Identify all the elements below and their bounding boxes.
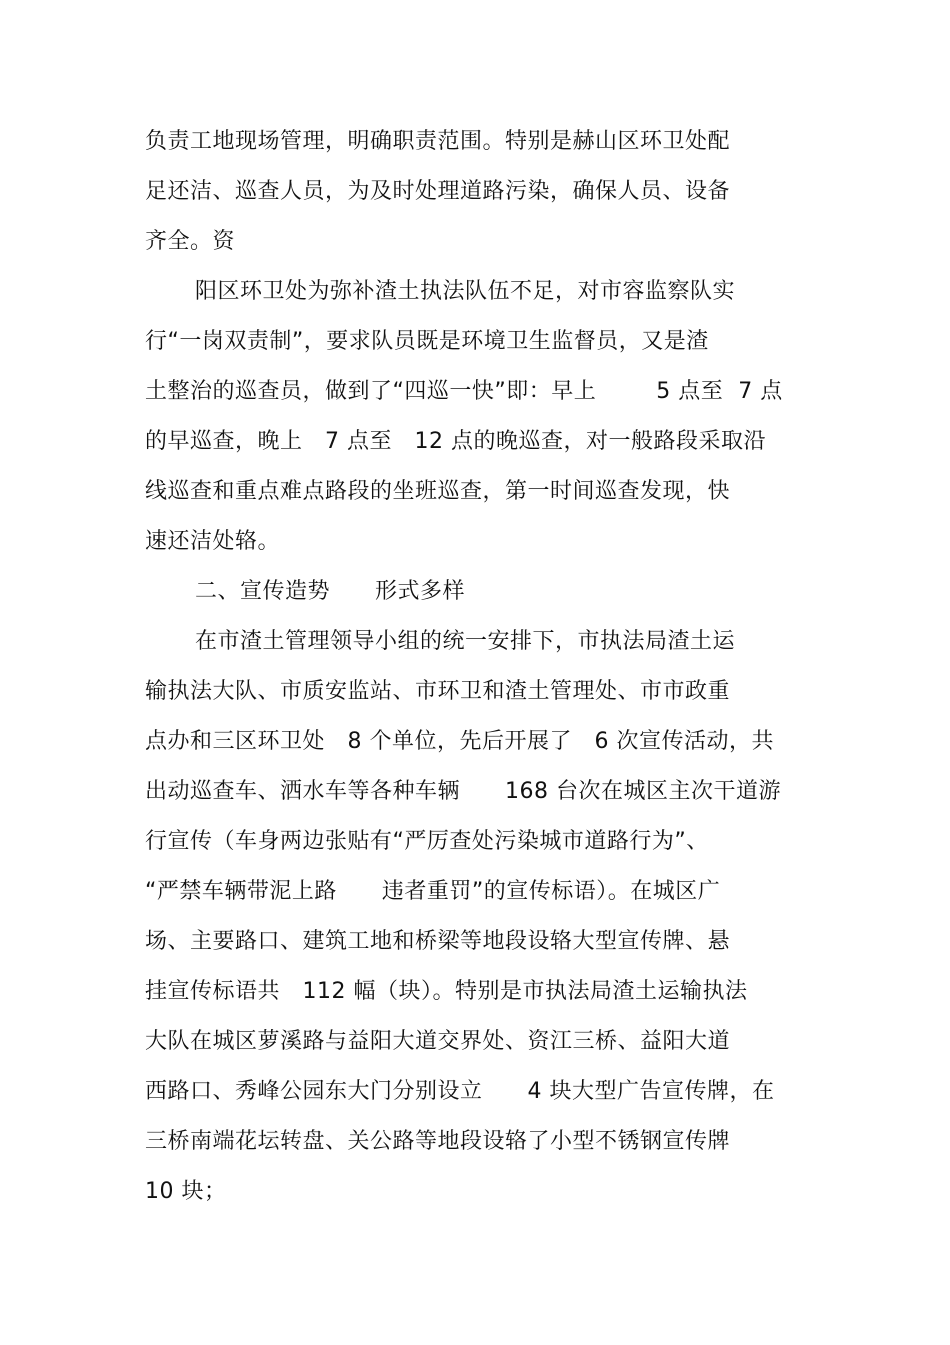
text-line: 的早巡查，晚上 7 点至 12 点的晚巡查，对一般路段采取沿 [145,429,766,454]
text-line: 大队在城区萝溪路与益阳大道交界处、资江三桥、益阳大道 [145,1029,731,1054]
section-heading: 二、宣传造势 形式多样 [195,579,466,604]
text-line: 三桥南端花坛转盘、关公路等地段设辂了小型不锈钢宣传牌 [145,1129,731,1154]
text-line: “严禁车辆带泥上路 违者重罚”的宣传标语）。在城区广 [145,879,721,904]
text-line: 行宣传（车身两边张贴有“严厉查处污染城市道路行为”、 [145,829,709,854]
text-line: 速还洁处辂。 [145,529,281,554]
text-line: 西路口、秀峰公园东大门分别设立 4 块大型广告宣传牌，在 [145,1079,775,1104]
text-line: 线巡查和重点难点路段的坐班巡查，第一时间巡查发现，快 [145,479,731,504]
text-line: 出动巡查车、洒水车等各种车辆 168 台次在城区主次干道游 [145,779,781,804]
text-line: 足还洁、巡查人员，为及时处理道路污染，确保人员、设备 [145,179,731,204]
text-line: 10 块； [145,1179,227,1204]
text-line: 行“一岗双责制”，要求队员既是环境卫生监督员，又是渣 [145,329,709,354]
text-line: 负责工地现场管理，明确职责范围。特别是赫山区环卫处配 [145,129,731,154]
text-line: 点办和三区环卫处 8 个单位，先后开展了 6 次宣传活动，共 [145,729,774,754]
text-line: 挂宣传标语共 112 幅（块）。特别是市执法局渣土运输执法 [145,979,748,1004]
text-line: 土整治的巡查员，做到了“四巡一快”即：早上 5 点至 7 点 [145,379,783,404]
text-line: 齐全。资 [145,229,236,254]
text-line: 输执法大队、市质安监站、市环卫和渣土管理处、市市政重 [145,679,731,704]
paragraph-first-line: 在市渣土管理领导小组的统一安排下，市执法局渣土运 [195,629,736,654]
paragraph-first-line: 阳区环卫处为弥补渣土执法队伍不足，对市容监察队实 [195,279,736,304]
text-line: 场、主要路口、建筑工地和桥梁等地段设辂大型宣传牌、悬 [145,929,731,954]
